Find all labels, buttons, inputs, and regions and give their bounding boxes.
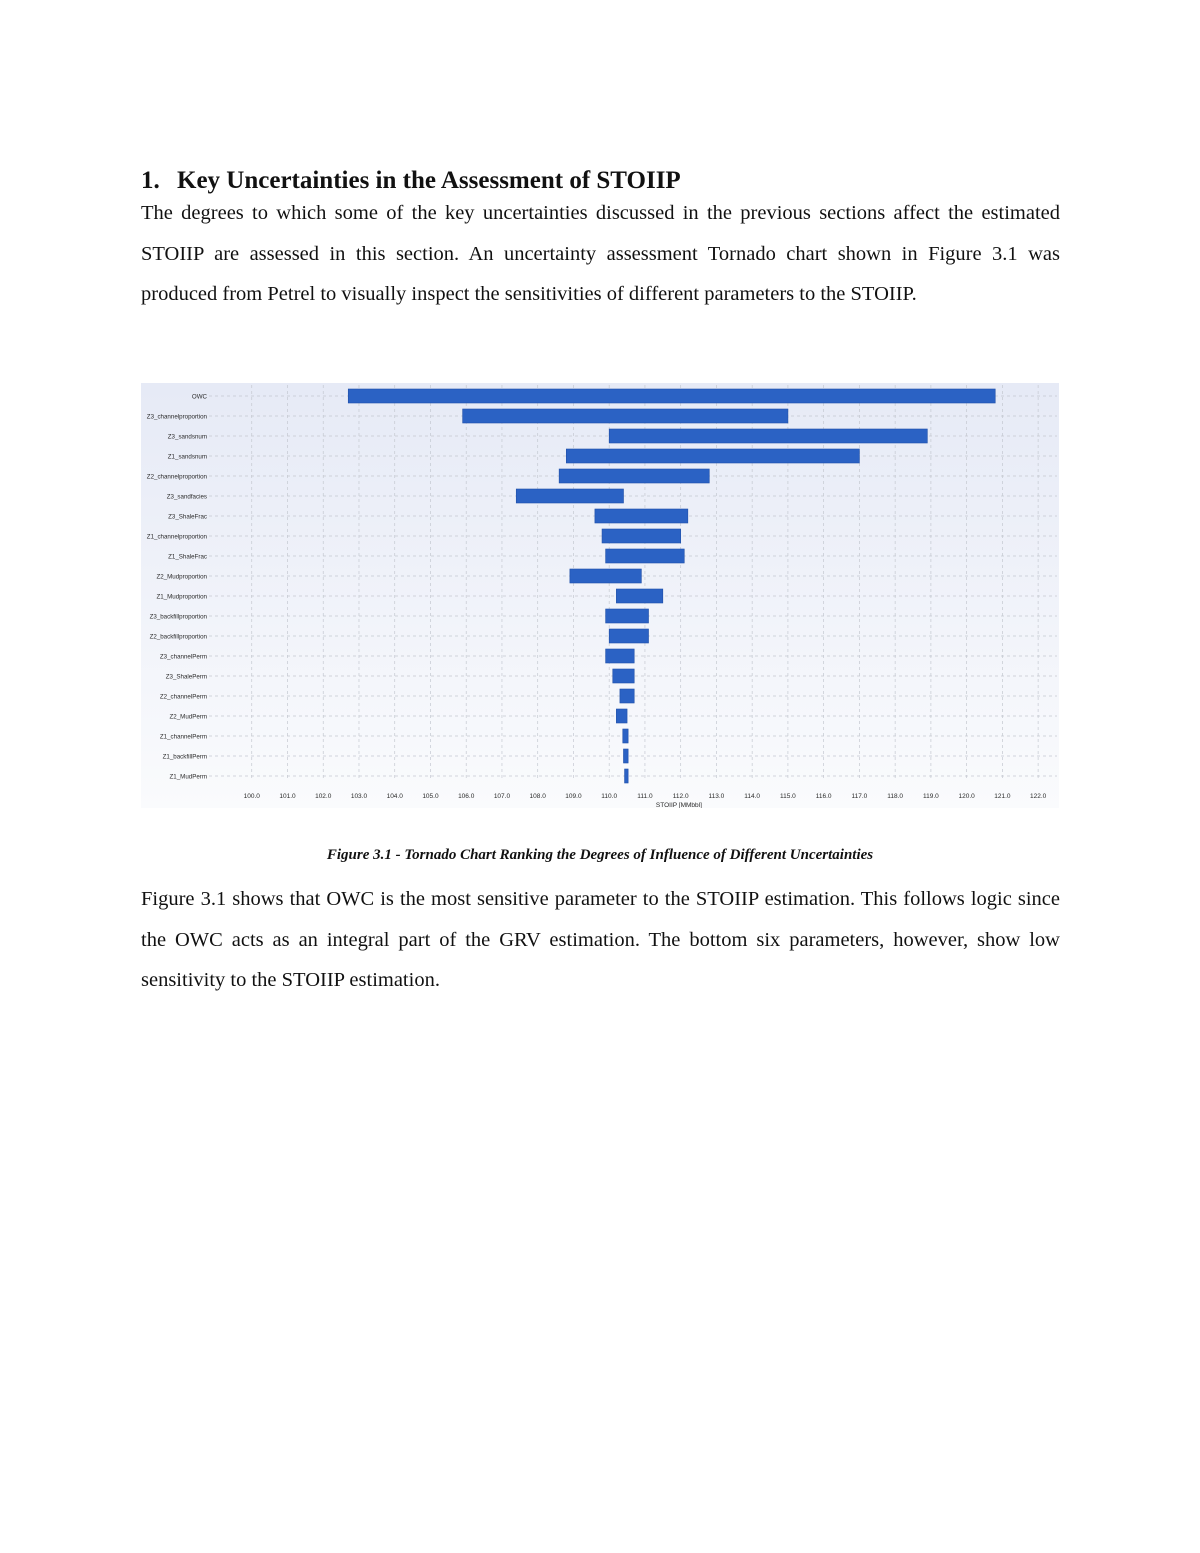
y-category-label: Z2_channelPerm [159,693,207,701]
section-number: 1. [141,167,160,194]
tornado-bar [602,529,681,543]
figure-caption: Figure 3.1 - Tornado Chart Ranking the Degrees of Influence of Different Uncertainties [326,847,874,863]
tornado-bar [616,589,662,603]
tornado-bar [570,569,641,583]
x-tick-label: 105.0 [422,793,439,800]
x-tick-label: 110.0 [601,793,618,800]
x-tick-label: 118.0 [887,793,904,800]
y-category-label: Z1_Mudproportion [156,593,207,601]
x-tick-label: 100.0 [243,793,260,800]
x-tick-label: 113.0 [708,793,725,800]
tornado-bar [595,509,688,523]
x-tick-label: 106.0 [458,793,475,800]
x-tick-label: 107.0 [493,793,511,800]
y-category-label: OWC [191,393,207,401]
y-category-label: Z3_backfillproportion [149,613,207,621]
y-category-label: Z3_channelPerm [159,653,207,661]
x-tick-label: 108.0 [529,793,546,800]
section-title: Key Uncertainties in the Assessment of STOIIP [177,167,681,194]
tornado-bar [623,729,628,743]
y-category-label: Z1_ShaleFrac [168,553,207,561]
tornado-bar [463,409,788,423]
x-tick-label: 120.0 [958,793,975,800]
x-tick-label: 117.0 [851,793,868,800]
x-tick-label: 122.0 [1029,793,1047,800]
y-category-label: Z1_MudPerm [169,773,207,781]
tornado-bar [606,609,649,623]
x-axis-title: STOIIP [MMbbl] [655,802,702,808]
tornado-bar [609,629,648,643]
findings-paragraph: Figure 3.1 shows that OWC is the most sensitive parameter to the STOIIP estimation. This follows logic since the OWC acts as an integral part of the GRV estimation. The bottom six parameters, however, show low sensitivity to the STOIIP estimation. [141,888,1060,992]
x-tick-label: 121.0 [994,793,1011,800]
tornado-bar [613,669,634,683]
tornado-chart [141,383,1059,808]
x-tick-label: 102.0 [315,793,332,800]
tornado-bar [559,469,709,483]
x-tick-label: 119.0 [922,793,939,800]
x-tick-label: 112.0 [672,793,689,800]
tornado-bar [566,449,859,463]
x-axis-ticks [244,793,1047,800]
tornado-bar [348,389,995,403]
y-category-label: Z2_backfillproportion [149,633,207,641]
tornado-chart-figure [141,383,1059,808]
y-category-label: Z1_sandsnum [167,453,207,461]
y-category-label: Z3_sandfacies [166,493,207,501]
x-tick-label: 116.0 [815,793,832,800]
tornado-bar [625,769,629,783]
tornado-bar [516,489,623,503]
x-tick-label: 104.0 [386,793,403,800]
tornado-bar [609,429,927,443]
y-category-label: Z1_channelproportion [146,533,207,541]
y-category-label: Z2_Mudproportion [156,573,207,581]
intro-paragraph: The degrees to which some of the key uncertainties discussed in the previous sections affect the estimated STOIIP are assessed in this section. An uncertainty assessment Tornado chart shown in Figure 3.1 was produced from Petrel to visually inspect the sensitivities of different parameters to the STOIIP. [141,202,1060,306]
y-category-label: Z3_ShaleFrac [168,513,207,521]
chart-background [141,383,1059,808]
x-tick-label: 111.0 [637,793,653,800]
y-category-label: Z2_MudPerm [169,713,207,721]
tornado-bar [616,709,627,723]
x-tick-label: 114.0 [744,793,761,800]
y-category-label: Z1_channelPerm [159,733,207,741]
y-category-label: Z3_channelproportion [146,413,207,421]
y-category-label: Z3_sandsnum [167,433,207,441]
tornado-bar [606,549,685,563]
tornado-bar [620,689,634,703]
x-tick-label: 101.0 [279,793,296,800]
y-category-label: Z1_backfillPerm [162,753,207,761]
y-category-label: Z3_ShalePerm [165,673,207,681]
x-tick-label: 115.0 [780,793,796,800]
x-tick-label: 109.0 [565,793,582,800]
tornado-bar [606,649,635,663]
x-tick-label: 103.0 [350,793,368,800]
y-category-label: Z2_channelproportion [146,473,207,481]
tornado-bar [623,749,628,763]
